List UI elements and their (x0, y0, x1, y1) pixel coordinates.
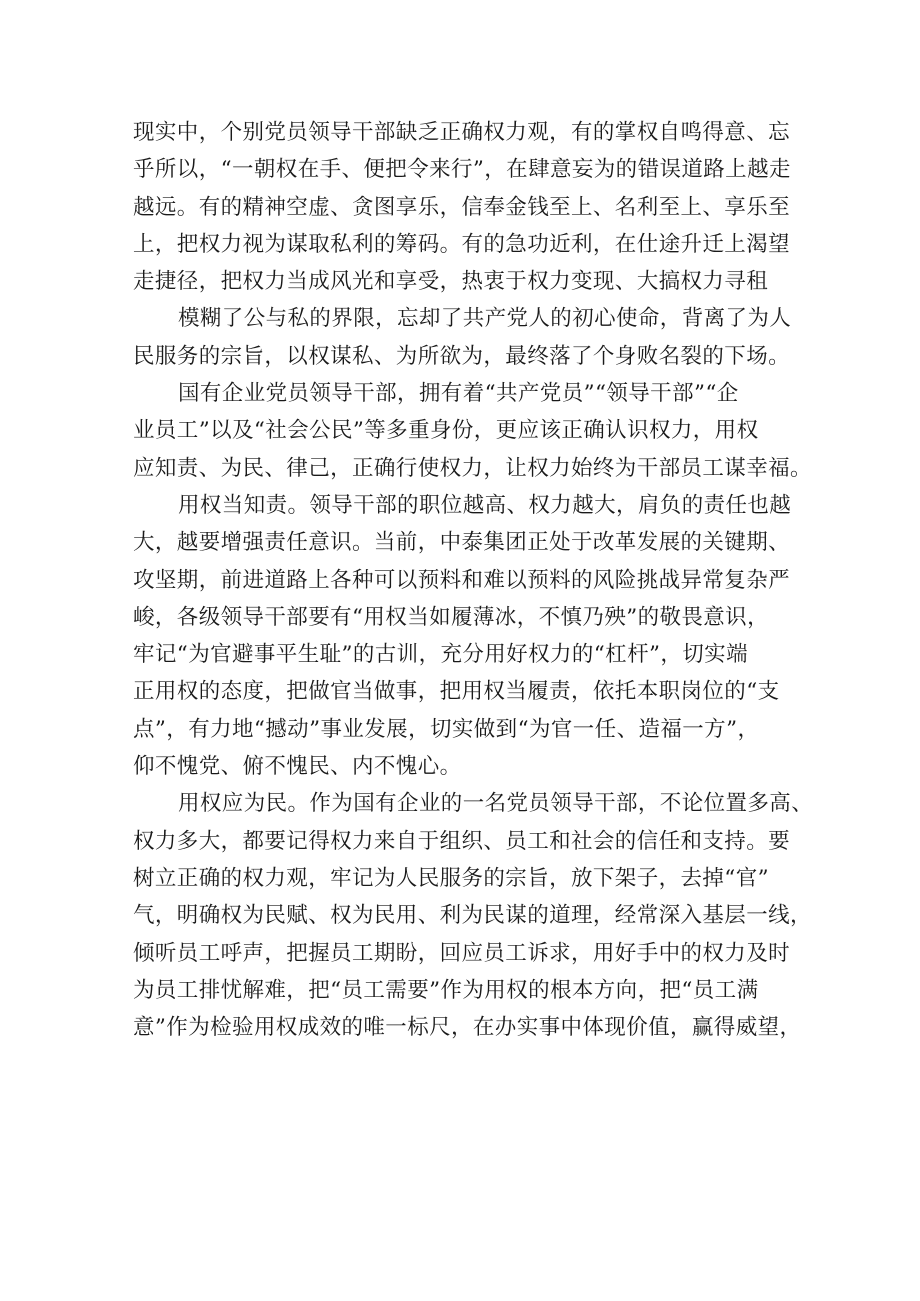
text-line: 意”作为检验用权成效的唯一标尺，在办实事中体现价值，赢得威望， (133, 1015, 802, 1041)
text-line: 仰不愧党、俯不愧民、内不愧心。 (133, 754, 462, 780)
text-line: 用权应为民。作为国有企业的一名党员领导干部，不论位置多高、 (178, 791, 814, 817)
text-line: 乎所以，“一朝权在手、便把令来行”，在肆意妄为的错误道路上越走 (133, 157, 791, 183)
text-line: 为员工排忧解难，把“员工需要”作为用权的根本方向，把“员工满 (133, 977, 759, 1003)
text-line: 业员工”以及“社会公民”等多重身份，更应该正确认识权力，用权 (133, 418, 759, 444)
paragraph-2 (133, 300, 813, 375)
text-line: 现实中，个别党员领导干部缺乏正确权力观，有的掌权自鸣得意、忘 (133, 120, 791, 145)
text-line: 上，把权力视为谋取私利的筹码。有的急功近利，在仕途升迁上渴望 (133, 231, 791, 257)
paragraph-4 (133, 487, 813, 785)
text-line: 越远。有的精神空虚、贪图享乐，信奉金钱至上、名利至上、享乐至 (133, 194, 791, 220)
text-line: 峻，各级领导干部要有“用权当如履薄冰，不慎乃殃”的敬畏意识， (133, 604, 769, 630)
text-line: 倾听员工呼声，把握员工期盼，回应员工诉求，用好手中的权力及时 (133, 940, 791, 966)
text-line: 民服务的宗旨，以权谋私、为所欲为，最终落了个身败名裂的下场。 (133, 343, 791, 369)
text-line: 点”，有力地“撼动”事业发展，切实做到“为官一任、造福一方”， (133, 716, 760, 742)
text-line: 正用权的态度，把做官当做事，把用权当履责，依托本职岗位的“支 (133, 679, 780, 705)
text-line: 权力多大，都要记得权力来自于组织、员工和社会的信任和支持。要 (133, 828, 791, 854)
text-line: 气，明确权为民赋、权为民用、利为民谋的道理，经常深入基层一线， (133, 903, 812, 929)
text-line: 攻坚期，前进道路上各种可以预料和难以预料的风险挑战异常复杂严 (133, 567, 791, 593)
text-line: 走捷径，把权力当成风光和享受，热衷于权力变现、大搞权力寻租 (133, 269, 769, 295)
text-line: 应知责、为民、律己，正确行使权力，让权力始终为干部员工谋幸福。 (133, 455, 812, 481)
paragraph-5 (133, 785, 813, 1046)
text-line: 树立正确的权力观，牢记为人民服务的宗旨，放下架子，去掉“官” (133, 865, 769, 891)
text-line: 模糊了公与私的界限，忘却了共产党人的初心使命，背离了为人 (178, 306, 792, 332)
text-line: 大，越要增强责任意识。当前，中泰集团正处于改革发展的关键期、 (133, 530, 791, 556)
document-body (133, 114, 813, 1046)
text-line: 牢记“为官避事平生耻”的古训，充分用好权力的“杠杆”，切实端 (133, 642, 748, 668)
paragraph-3 (133, 375, 813, 487)
paragraph-1 (133, 114, 813, 300)
text-line: 用权当知责。领导干部的职位越高、权力越大，肩负的责任也越 (178, 492, 792, 518)
text-line: 国有企业党员领导干部，拥有着“共产党员”“领导干部”“企 (178, 381, 739, 407)
